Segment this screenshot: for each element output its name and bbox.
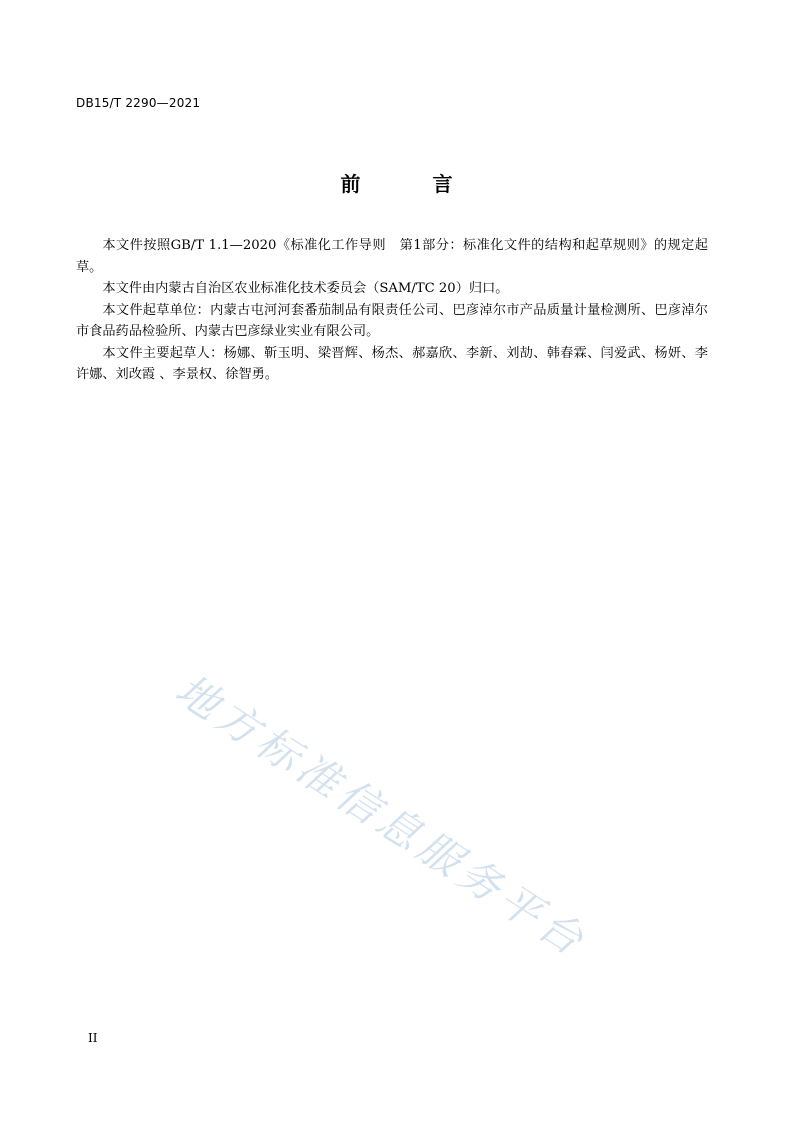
paragraph-drafters: 本文件主要起草人：杨娜、靳玉明、梁晋辉、杨杰、郝嘉欣、李新、刘劼、韩春霖、闫爱武、杨妍、李许娜、刘改霞 、李景权、徐智勇。 <box>76 345 708 382</box>
page-title: 前 言 <box>340 172 479 196</box>
paragraph-drafting-rules: 本文件按照GB/T 1.1—2020《标准化工作导则 第1部分：标准化文件的结构和起草规则》的规定起草。 <box>76 238 708 275</box>
foreword-body <box>76 235 708 386</box>
page-number: II <box>88 1031 98 1045</box>
document-code: DB15/T 2290—2021 <box>76 96 201 110</box>
paragraph-committee: 本文件由内蒙古自治区农业标准化技术委员会（SAM/TC 20）归口。 <box>102 281 509 296</box>
watermark: 地方标准信息服务平台 <box>166 664 597 968</box>
paragraph-drafting-units: 本文件起草单位：内蒙古屯河河套番茄制品有限责任公司、巴彦淖尔市产品质量计量检测所、巴彦淖尔市食品药品检验所、内蒙古巴彦绿业实业有限公司。 <box>76 302 708 339</box>
